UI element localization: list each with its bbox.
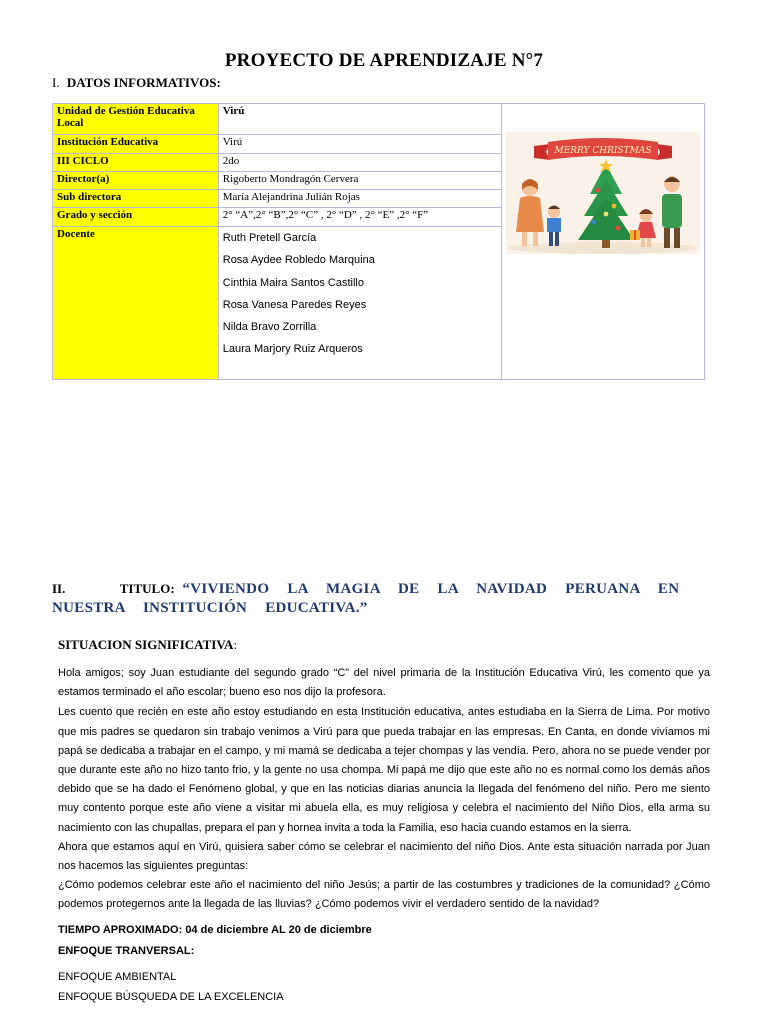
enfoque-item: ENFOQUE BÚSQUEDA DE LA EXCELENCIA bbox=[58, 990, 284, 1003]
label-ugel: Unidad de Gestión Educativa Local bbox=[53, 104, 219, 135]
project-title: “VIVIENDO LA MAGIA DE LA NAVIDAD PERUANA EN NUESTRA INSTITUCIÓN EDUCATIVA.” bbox=[52, 581, 680, 616]
label-subdirectora: Sub directora bbox=[53, 190, 219, 208]
label-ciclo: III CICLO bbox=[53, 154, 219, 172]
docente-list bbox=[223, 228, 497, 366]
label-institucion: Institución Educativa bbox=[53, 135, 219, 154]
section-number: I. bbox=[52, 75, 60, 90]
situacion-colon: : bbox=[233, 637, 238, 652]
titulo-label: TITULO: bbox=[119, 581, 175, 596]
docente-item: Cinthia Maira Santos Castillo bbox=[222, 276, 364, 289]
situacion-heading-text: SITUACION SIGNIFICATIVA bbox=[58, 637, 234, 652]
docente-list-cell bbox=[218, 227, 501, 380]
section-number: II. bbox=[52, 581, 66, 596]
tiempo-aproximado: TIEMPO APROXIMADO: 04 de diciembre AL 20 de diciembre bbox=[58, 924, 372, 936]
section-titulo bbox=[52, 579, 718, 618]
value-ugel: Virú bbox=[218, 104, 501, 135]
paragraph: ¿Cómo podemos celebrar este año el nacimiento del niño Jesús; a partir de las costumbres y tradiciones de la comunidad? ¿Cómo podemos protegernos ante la llegada de las lluvias? ¿Cómo podemos vivir el verdadero sentido de la navidad? bbox=[58, 879, 710, 911]
christmas-image-cell bbox=[502, 104, 705, 380]
docente-item: Ruth Pretell García bbox=[222, 232, 317, 244]
enfoque-list bbox=[58, 968, 284, 1007]
enfoque-heading: ENFOQUE TRANVERSAL: bbox=[58, 945, 195, 957]
enfoque-item: ENFOQUE AMBIENTAL bbox=[58, 971, 177, 983]
page-title: PROYECTO DE APRENDIZAJE N°7 bbox=[224, 50, 544, 71]
value-director: Rigoberto Mondragón Cervera bbox=[218, 172, 501, 190]
value-grado-seccion: 2° “A”,2° “B”,2° “C” , 2° “D” , 2° “E” ,2° “F” bbox=[218, 208, 501, 227]
paragraph: Les cuento que recién en este año estoy estudiando en esta Institución educativa, antes estudiaba en la Sierra de Lima. Por motivo que mis padres se quedaron sin trabajo venimos a Virú para que pueda trabajar en las empresas. En Canta, en donde vivíamos mi papá se dedicaba a trabajar en el campo, y mi mamá se dedicaba a tejer chompas y las vendía. Pero, ahora no se puede vender por que durante este año no hizo tanto frio, y la gente no usa chompa. Mi papá me dijo que este año no es normal como los demás años debido que se ha dado el Fenómeno global, y que en las noticias diarias anuncia la llegada del fenómeno del niño. Pero me siento muy contento porque este año viene a visitar mi abuela ella, es muy religiosa y celebra el nacimiento del Niño Dios, ella arma su nacimiento con las chupallas, prepara el pan y hornea invita a toda la Familia, eso hacia cuando estamos en la sierra. bbox=[58, 706, 710, 834]
label-director: Director(a) bbox=[53, 172, 219, 190]
value-institucion: Virú bbox=[218, 135, 501, 154]
paragraph: Ahora que estamos aquí en Virú, quisiera saber cómo se celebrar el nacimiento del niño Dios. Ante esta situación narrada por Juan nos hacemos las siguientes preguntas: bbox=[58, 840, 710, 873]
banner-text: MERRY CHRISTMAS bbox=[554, 146, 652, 156]
section-heading: DATOS INFORMATIVOS: bbox=[66, 75, 221, 90]
docente-item: Rosa Aydee Robledo Marquina bbox=[222, 254, 375, 267]
section-datos-informativos bbox=[52, 75, 221, 91]
value-subdirectora: María Alejandrina Julián Rojas bbox=[218, 190, 501, 208]
situacion-text bbox=[58, 664, 710, 915]
christmas-family-illustration bbox=[506, 132, 700, 254]
docente-item: Laura Marjory Ruiz Arqueros bbox=[222, 343, 363, 356]
docente-item: Nilda Bravo Zorrilla bbox=[222, 321, 317, 334]
info-table bbox=[52, 103, 705, 380]
label-docente: Docente bbox=[53, 227, 219, 380]
value-ciclo: 2do bbox=[218, 154, 501, 172]
docente-item: Rosa Vanesa Paredes Reyes bbox=[222, 298, 367, 311]
situacion-heading bbox=[58, 637, 237, 653]
label-grado-seccion: Grado y sección bbox=[53, 208, 219, 227]
paragraph: Hola amigos; soy Juan estudiante del segundo grado “C” del nivel primaria de la Institución Educativa Virú, les comento que ya estamos terminado el año escolar; bueno eso nos dijo la profesora. bbox=[58, 667, 710, 699]
